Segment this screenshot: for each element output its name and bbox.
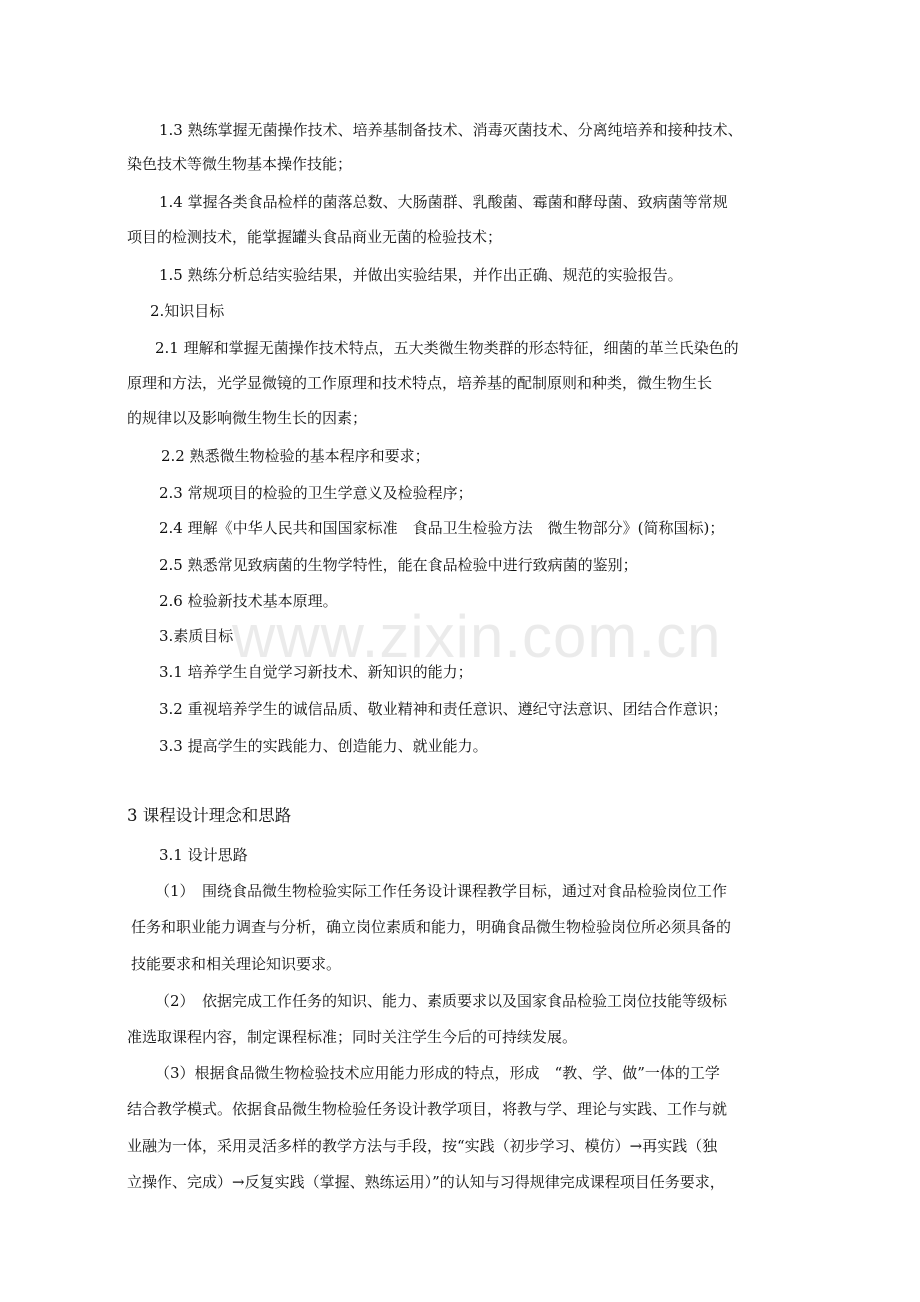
subsection-heading: 3.1 设计思路 — [159, 846, 248, 864]
watermark: www.zixin.com.cn — [232, 603, 722, 670]
paragraph-line: 的规律以及影响微生物生长的因素； — [127, 409, 368, 427]
chapter-heading: 3 课程设计理念和思路 — [127, 806, 292, 825]
paragraph-line: （1） 围绕食品微生物检验实际工作任务设计课程教学目标，通过对食品检验岗位工作 — [155, 882, 728, 900]
paragraph-line: 2.2 熟悉微生物检验的基本程序和要求； — [161, 447, 430, 465]
paragraph-line: 任务和职业能力调查与分析，确立岗位素质和能力，明确食品微生物检验岗位所必须具备的 — [131, 918, 732, 936]
section-heading: 3.素质目标 — [159, 627, 234, 645]
paragraph-line: 2.4 理解《中华人民共和国国家标准 食品卫生检验方法 微生物部分》(简称国标)； — [159, 519, 725, 537]
paragraph-line: 2.5 熟悉常见致病菌的生物学特性，能在食品检验中进行致病菌的鉴别； — [159, 556, 638, 574]
paragraph-line: 准选取课程内容，制定课程标准；同时关注学生今后的可持续发展。 — [127, 1028, 578, 1046]
paragraph-line: 1.3 熟练掌握无菌操作技术、培养基制备技术、消毒灭菌技术、分离纯培养和接种技术、 — [159, 121, 743, 139]
paragraph-line: 1.4 掌握各类食品检样的菌落总数、大肠菌群、乳酸菌、霉菌和酵母菌、致病菌等常规 — [159, 193, 728, 211]
paragraph-line: 2.1 理解和掌握无菌操作技术特点，五大类微生物类群的形态特征，细菌的革兰氏染色的 — [155, 339, 739, 357]
paragraph-line: 3.1 培养学生自觉学习新技术、新知识的能力； — [159, 663, 473, 681]
paragraph-line: 3.2 重视培养学生的诚信品质、敬业精神和责任意识、遵纪守法意识、团结合作意识； — [159, 700, 728, 718]
paragraph-line: 项目的检测技术，能掌握罐头食品商业无菌的检验技术； — [127, 228, 503, 246]
section-heading: 2.知识目标 — [150, 302, 225, 320]
paragraph-line: 1.5 熟练分析总结实验结果，并做出实验结果，并作出正确、规范的实验报告。 — [159, 266, 683, 284]
paragraph-line: 原理和方法，光学显微镜的工作原理和技术特点，培养基的配制原则和种类，微生物生长 — [127, 374, 713, 392]
paragraph-line: 3.3 提高学生的实践能力、创造能力、就业能力。 — [159, 737, 488, 755]
paragraph-line: 2.3 常规项目的检验的卫生学意义及检验程序； — [159, 484, 473, 502]
paragraph-line: 立操作、完成）→反复实践（掌握、熟练运用）”的认知与习得规律完成课程项目任务要求， — [127, 1173, 725, 1191]
paragraph-line: （3）根据食品微生物检验技术应用能力形成的特点，形成 “教、学、做”一体的工学 — [155, 1064, 720, 1082]
paragraph-line: 2.6 检验新技术基本原理。 — [159, 592, 338, 610]
paragraph-line: 染色技术等微生物基本操作技能； — [127, 155, 353, 173]
paragraph-line: 技能要求和相关理论知识要求。 — [131, 955, 342, 973]
paragraph-line: （2） 依据完成工作任务的知识、能力、素质要求以及国家食品检验工岗位技能等级标 — [155, 992, 728, 1010]
paragraph-line: 结合教学模式。依据食品微生物检验任务设计教学项目，将教与学、理论与实践、工作与就 — [127, 1100, 728, 1118]
paragraph-line: 业融为一体，采用灵活多样的教学方法与手段，按“实践（初步学习、模仿）→再实践（独 — [127, 1137, 718, 1155]
